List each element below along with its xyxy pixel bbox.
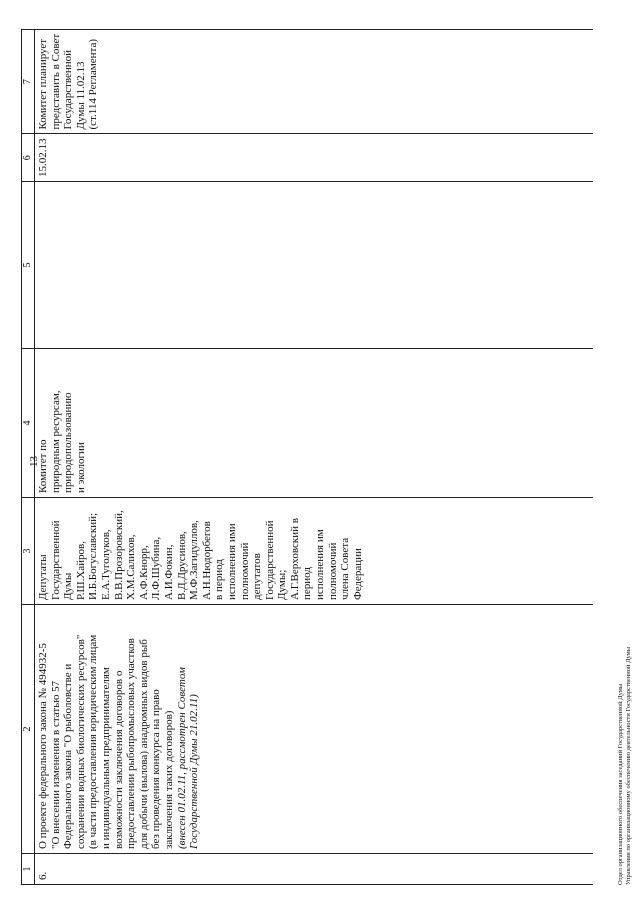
table-row	[35, 29, 594, 884]
bill-description-cell	[35, 605, 594, 854]
note-line: Государственной	[62, 49, 75, 130]
committee-line: природопользованию	[62, 392, 75, 493]
author-line: В.Д.Друсинов,	[175, 531, 188, 600]
bills-table	[21, 29, 593, 885]
description-line: для добычи (вылова) анадромных видов рыб	[137, 639, 150, 849]
author-line: Государственной	[49, 520, 62, 600]
author-line: исполнения им	[314, 529, 327, 600]
committee-line: и экологии	[74, 442, 87, 493]
author-line: Л.Ф.Шубина,	[150, 536, 163, 600]
author-line: в период	[213, 559, 226, 600]
description-line: О проекте федерального закона № 494932-5	[37, 643, 49, 849]
page-number: 13	[28, 456, 40, 467]
author-line: М.Ф.Загидуллов,	[188, 520, 201, 600]
page-footer	[617, 647, 633, 885]
author-line: члена Совета	[339, 537, 352, 600]
author-line: Х.М.Салихов,	[125, 534, 138, 600]
author-line: А.Н.Нюдорбегов	[200, 521, 213, 600]
author-line: полномочий	[326, 542, 339, 600]
author-line: Е.А.Туголуков,	[99, 529, 112, 600]
committee-line: Комитет по	[37, 439, 49, 493]
author-line: А.И.Фокин,	[162, 544, 175, 600]
author-line: И.Б.Богуславский;	[87, 512, 100, 600]
author-line: Думы	[62, 572, 75, 600]
column-number-2: 2	[22, 605, 35, 854]
author-line: А.Г.Верховский в	[288, 518, 301, 600]
description-line: и индивидуальным предпринимателям	[99, 667, 112, 849]
author-line: А.Ф.Кнорр,	[137, 545, 150, 600]
author-line: Р.Ш.Хайров,	[74, 541, 87, 600]
date-cell: 15.02.13	[35, 134, 594, 182]
authors-cell	[35, 498, 594, 605]
row-number: 6.	[35, 854, 594, 885]
note-cell	[35, 29, 594, 134]
column-number-header-row	[22, 29, 35, 884]
description-line: предоставлении рыбопромысловых участков	[125, 638, 138, 849]
column-number-4: 4	[22, 349, 35, 498]
author-line: исполнения ими	[225, 523, 238, 600]
footer-line-directorate: Управления по организационному обеспечению деятельности Государственной Думы	[625, 646, 632, 885]
author-line: Депутаты	[37, 554, 49, 600]
note-line: (ст.114 Регламента)	[87, 38, 100, 130]
column-5-cell	[35, 182, 594, 349]
column-number-1: 1	[22, 854, 35, 885]
author-line: Думы;	[276, 569, 289, 600]
description-line: без проведения конкурса на право	[150, 689, 163, 849]
author-line: Федерации	[351, 548, 364, 600]
description-line: Федерального закона "О рыболовстве и	[62, 663, 75, 849]
column-number-3: 3	[22, 498, 35, 605]
footer-line-department: Отдел организационного обеспечения заседаний Государственной Думы	[617, 683, 624, 885]
committee-line: природным ресурсам,	[49, 390, 62, 493]
column-number-6: 6	[22, 134, 35, 182]
author-line: депутатов	[251, 553, 264, 600]
description-line: (в части предоставления юридическим лицам	[87, 634, 100, 849]
column-number-7: 7	[22, 29, 35, 134]
note-line: Думы 11.02.13	[74, 61, 87, 130]
description-line: возможности заключения договоров о	[112, 670, 125, 849]
column-number-5: 5	[22, 182, 35, 349]
description-line: "О внесении изменения в статью 57	[49, 680, 62, 849]
submission-note-line: (внесен 01.02.11, рассмотрен Советом	[175, 667, 188, 849]
committee-cell	[35, 349, 594, 498]
description-line: сохранении водных биологических ресурсов"	[74, 634, 87, 849]
author-line: Государственной	[263, 520, 276, 600]
note-line: представить в Совет	[49, 33, 62, 130]
author-line: полномочий	[238, 542, 251, 600]
submission-note-line: Государственной Думы 21.02.11)	[188, 694, 201, 849]
author-line: период	[301, 567, 314, 600]
author-line: В.В.Прозоровский,	[112, 510, 125, 600]
note-line: Комитет планирует	[37, 38, 49, 130]
description-line: заключения таких договоров)	[162, 710, 175, 849]
